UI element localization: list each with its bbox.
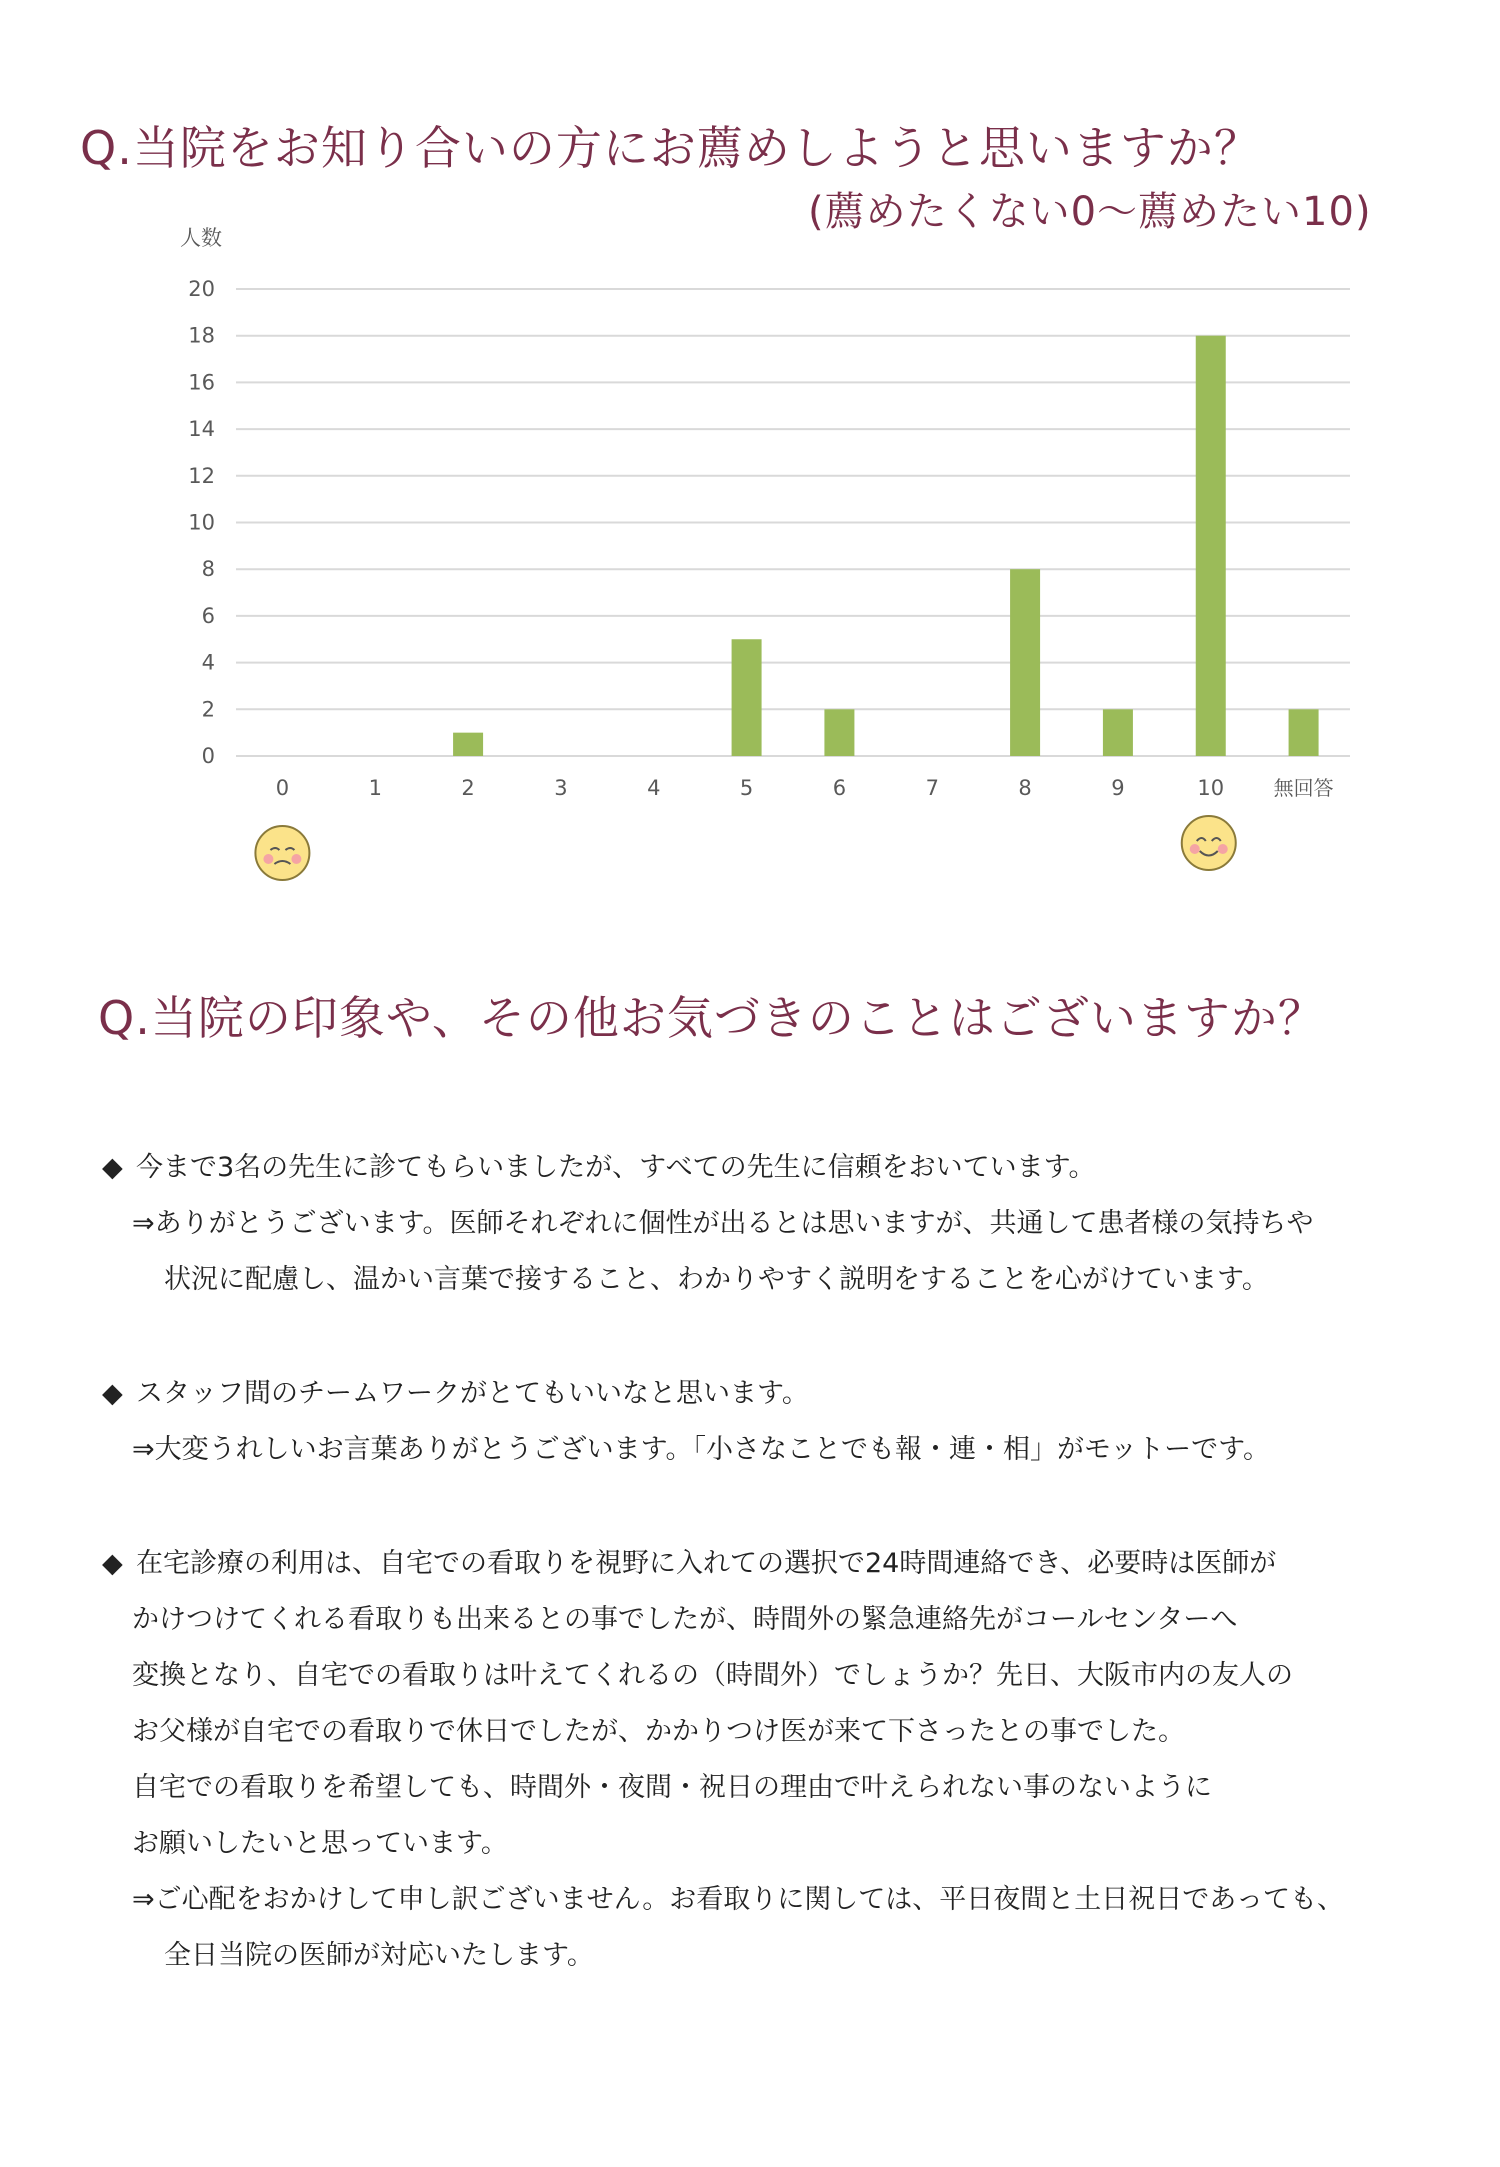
comment-item <box>102 1366 1422 1478</box>
comment-answer-line: ⇒ありがとうございます。医師それぞれに個性が出るとは思いますが、共通して患者様の気持ちや <box>132 1208 1314 1239</box>
question-1-title: Q.当院をお知り合いの方にお薦めしようと思いますか？ <box>80 121 1261 175</box>
chart-gridlines <box>236 289 1350 756</box>
bar-8 <box>1010 569 1040 756</box>
comment-question-text: 今まで3名の先生に診てもらいましたが、すべての先生に信頼をおいています。 <box>136 1152 1096 1183</box>
x-tick-label: 9 <box>1111 776 1125 800</box>
bar-5 <box>732 639 762 756</box>
y-tick-label: 0 <box>201 744 215 768</box>
comment-item <box>102 1536 1422 1984</box>
bar-9 <box>1103 709 1133 756</box>
x-tick-label: 0 <box>275 776 290 800</box>
y-axis-label: 人数 <box>180 226 222 250</box>
comment-question-line <box>102 1536 1422 1592</box>
comment-answer-line: ⇒ご心配をおかけして申し訳ございません。お看取りに関しては、平日夜間と土日祝日であっても、 <box>132 1884 1344 1915</box>
y-tick-label: 2 <box>201 697 215 722</box>
x-tick-label: 3 <box>554 776 568 800</box>
x-tick-label: 5 <box>739 776 754 800</box>
y-tick-label: 18 <box>188 323 215 348</box>
comment-question-text: お願いしたいと思っています。 <box>132 1828 508 1859</box>
chart-y-ticks <box>188 277 215 768</box>
y-tick-label: 10 <box>188 510 215 535</box>
x-tick-label: 6 <box>832 776 847 800</box>
bar-無回答 <box>1289 709 1319 756</box>
comment-question-line <box>102 1140 1422 1196</box>
comment-question-line <box>102 1704 1422 1760</box>
comment-question-text: 在宅診療の利用は、自宅での看取りを視野に入れての選択で24時間連絡でき、必要時は医師が <box>136 1548 1277 1579</box>
comment-question-line <box>102 1816 1422 1872</box>
question-1-subtitle: (薦めたくない0～薦めたい10) <box>808 189 1372 235</box>
comments-list <box>102 1140 1422 2042</box>
comment-question-line <box>102 1648 1422 1704</box>
comment-question-line <box>102 1366 1422 1422</box>
comment-answer-line: ⇒大変うれしいお言葉ありがとうございます。「小さなことでも報・連・相」がモットーです。 <box>132 1434 1270 1465</box>
question-2-title: Q.当院の印象や、その他お気づきのことはございますか？ <box>98 991 1325 1045</box>
comment-question-text: スタッフ間のチームワークがとてもいいなと思います。 <box>136 1378 809 1409</box>
comment-question-line <box>102 1592 1422 1648</box>
chart-face-icons <box>255 816 1235 880</box>
diamond-bullet-icon: ◆ <box>102 1548 123 1579</box>
x-tick-label: 4 <box>647 776 661 800</box>
comment-question-text: かけつけてくれる看取りも出来るとの事でしたが、時間外の緊急連絡先がコールセンターへ <box>132 1604 1238 1635</box>
y-tick-label: 4 <box>201 650 215 675</box>
y-tick-label: 20 <box>188 277 215 301</box>
diamond-bullet-icon: ◆ <box>102 1378 123 1409</box>
y-tick-label: 14 <box>188 417 215 442</box>
comment-question-line <box>102 1760 1422 1816</box>
x-tick-label: 2 <box>461 776 475 800</box>
bar-2 <box>453 733 483 756</box>
comment-answer-line: 全日当院の医師が対応いたします。 <box>164 1940 594 1971</box>
x-tick-label: 8 <box>1018 776 1032 800</box>
frown-face-icon <box>255 826 309 880</box>
x-tick-label: 10 <box>1197 776 1225 800</box>
y-tick-label: 12 <box>188 463 215 488</box>
recommendation-bar-chart <box>0 0 1500 900</box>
chart-x-ticks <box>276 776 1334 800</box>
y-tick-label: 8 <box>201 557 215 582</box>
x-tick-label: 7 <box>925 776 939 800</box>
x-tick-label: 無回答 <box>1273 776 1334 800</box>
y-tick-label: 16 <box>188 370 215 395</box>
comment-question-text: 自宅での看取りを希望しても、時間外・夜間・祝日の理由で叶えられない事のないように <box>132 1772 1212 1803</box>
diamond-bullet-icon: ◆ <box>102 1152 123 1183</box>
comment-question-text: 変換となり、自宅での看取りは叶えてくれるの（時間外）でしょうか？先日、大阪市内の友人の <box>132 1660 1293 1691</box>
comment-answer-line: 状況に配慮し、温かい言葉で接すること、わかりやすく説明をすることを心がけています。 <box>164 1264 1269 1295</box>
smile-face-icon <box>1182 816 1236 870</box>
comment-question-text: お父様が自宅での看取りで休日でしたが、かかりつけ医が来て下さったとの事でした。 <box>132 1716 1185 1747</box>
comment-item <box>102 1140 1422 1308</box>
bar-6 <box>824 709 854 756</box>
chart-bars <box>453 336 1319 756</box>
bar-10 <box>1196 336 1226 756</box>
x-tick-label: 1 <box>368 776 382 800</box>
y-tick-label: 6 <box>201 603 215 628</box>
